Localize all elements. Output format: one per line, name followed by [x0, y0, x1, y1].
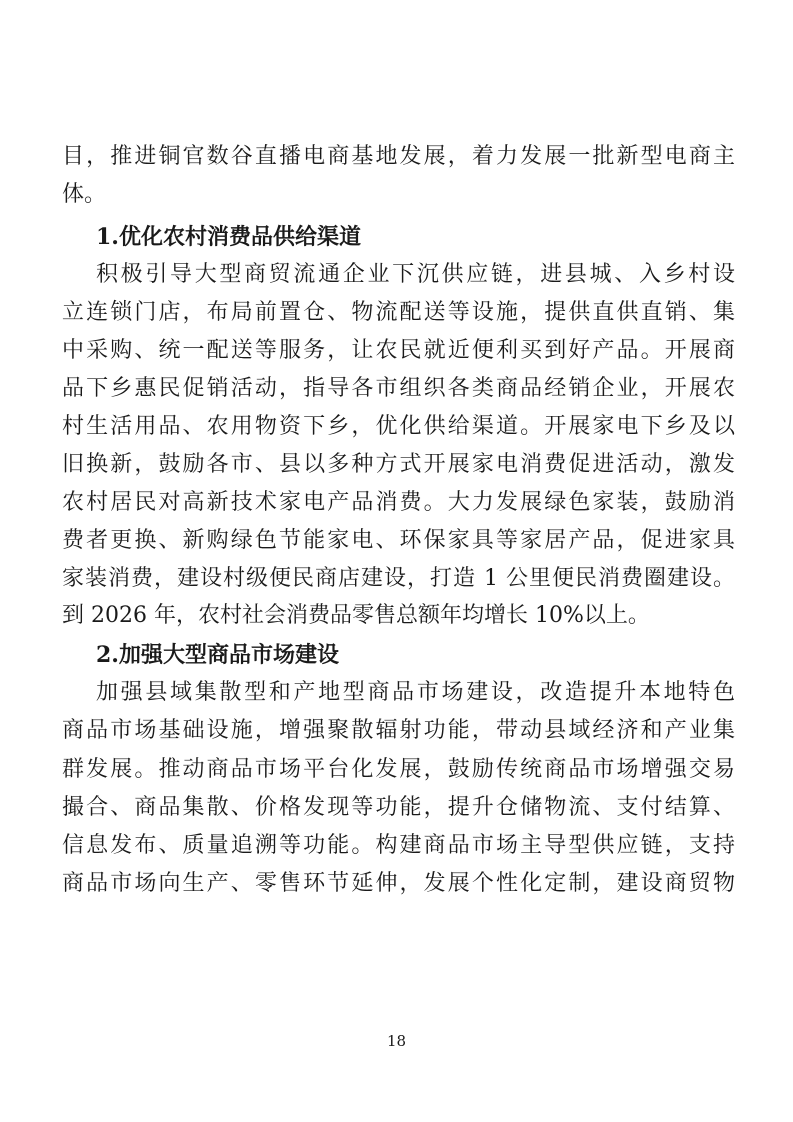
text-line: 到 2026 年，农村社会消费品零售总额年均增长 10%以上。 — [62, 603, 650, 628]
text-line: 费者更换、新购绿色节能家电、环保家具等家居产品，促进家具 — [62, 528, 735, 553]
text-line: 农村居民对高新技术家电产品消费。大力发展绿色家装，鼓励消 — [62, 490, 735, 515]
text-line: 村生活用品、农用物资下乡，优化供给渠道。开展家电下乡及以 — [62, 414, 735, 439]
text-line: 品下乡惠民促销活动，指导各市组织各类商品经销企业，开展农 — [62, 376, 735, 401]
page-number: 18 — [386, 1032, 407, 1050]
text-line: 家装消费，建设村级便民商店建设，打造 1 公里便民消费圈建设。 — [62, 566, 735, 591]
section-heading: 1.优化农村消费品供给渠道 — [96, 224, 361, 250]
text-line: 体。 — [62, 182, 107, 207]
text-line: 商品市场基础设施，增强聚散辐射功能，带动县域经济和产业集 — [62, 718, 735, 743]
text-line: 目，推进铜官数谷直播电商基地发展，着力发展一批新型电商主 — [62, 144, 735, 169]
text-line: 群发展。推动商品市场平台化发展，鼓励传统商品市场增强交易 — [62, 757, 735, 782]
text-line: 信息发布、质量追溯等功能。构建商品市场主导型供应链，支持 — [62, 833, 735, 858]
section-heading: 2.加强大型商品市场建设 — [96, 642, 339, 668]
text-line: 加强县域集散型和产地型商品市场建设，改造提升本地特色 — [96, 680, 735, 705]
text-line: 商品市场向生产、零售环节延伸，发展个性化定制，建设商贸物 — [62, 871, 735, 896]
text-line: 立连锁门店，布局前置仓、物流配送等设施，提供直供直销、集 — [62, 300, 735, 325]
text-line: 中采购、统一配送等服务，让农民就近便利买到好产品。开展商 — [62, 338, 735, 363]
text-line: 撮合、商品集散、价格发现等功能，提升仓储物流、支付结算、 — [62, 795, 735, 820]
text-line: 旧换新，鼓励各市、县以多种方式开展家电消费促进活动，激发 — [62, 452, 735, 477]
text-line: 积极引导大型商贸流通企业下沉供应链，进县城、入乡村设 — [96, 262, 735, 287]
